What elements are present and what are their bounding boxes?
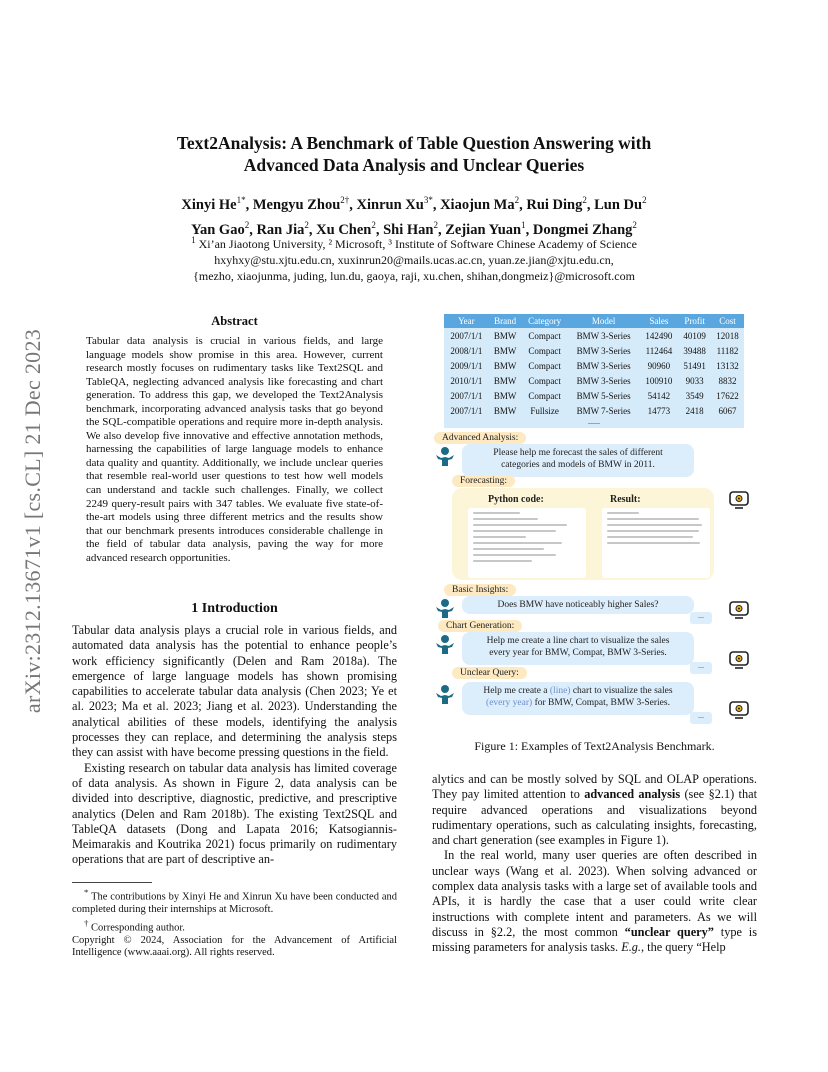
- table-cell: 39488: [683, 345, 706, 356]
- email-line-1: hxyhxy@stu.xjtu.edu.cn, xuxinrun20@mails.ucas.ac.cn, yuan.ze.jian@xjtu.edu.cn,: [214, 253, 614, 267]
- table-cell: 9033: [685, 375, 704, 386]
- table-header-cell: Year: [444, 314, 489, 328]
- forecasting-tag: Forecasting:: [452, 475, 515, 487]
- intro-paragraph-4: [432, 848, 757, 955]
- table-cell: 142490: [645, 330, 673, 341]
- advanced-analysis-tag: Advanced Analysis:: [434, 432, 526, 444]
- advanced-query-bubble: [462, 444, 694, 477]
- result-snippet: [602, 508, 710, 578]
- table-cell: BMW: [493, 405, 517, 416]
- table-cell: BMW: [493, 375, 517, 386]
- table-cell: 112464: [645, 345, 673, 356]
- author-name: Rui Ding$^2$: [526, 195, 587, 213]
- table-cell: Compact: [528, 390, 561, 401]
- author-name: Shi Han$^2$: [383, 219, 438, 238]
- table-cell: 8832: [718, 375, 737, 386]
- table-cell: 54142: [647, 390, 671, 401]
- code-snippet: [468, 508, 586, 578]
- example-data-table: [444, 314, 744, 428]
- text-run: (see §2.1) that require advanced operations and visualizations beyond rudimentary operations, such as calculating insights, forecasting, and chart generation (see examples in Figure 1).: [432, 787, 757, 848]
- chart-query-line-1: Help me create a line chart to visualize the sales: [486, 636, 670, 646]
- author-affil-sup: 2: [371, 219, 376, 230]
- table-cell: 2007/1/1: [450, 390, 483, 401]
- table-header-cell: Sales: [640, 314, 678, 328]
- author-name: Ran Jia$^2$: [256, 219, 309, 238]
- unclear-query-tag: Unclear Query:: [452, 667, 527, 679]
- bold-term-advanced-analysis: advanced analysis: [584, 787, 681, 802]
- table-cell: Compact: [528, 345, 561, 356]
- text-run: Help me create a: [483, 686, 550, 696]
- footnote-1: [72, 886, 397, 917]
- code-label: Python code:: [488, 494, 544, 505]
- intro-paragraph-2: Existing research on tabular data analysis has limited coverage of data analysis. As shown in Figure 2, data analysis can be divided into descriptive, diagnostic, predictive, and prescriptive analytics (Delen and Ram 2018b). The existing Text2SQL and TableQA datasets (Dong and Lapata 2016; Katsogiannis-Meimarakis and Koutrika 2021) focus primarily on rudimentary operations that are part of descriptive an-: [72, 760, 397, 867]
- italic-eg: E.g.: [621, 940, 642, 955]
- author-name: Yan Gao$^2$: [191, 219, 250, 238]
- intro-paragraph-3: [432, 772, 757, 848]
- unclear-query-line-1: [462, 685, 694, 697]
- author-affil-sup: 3*: [423, 195, 433, 205]
- footnote-2-text: Corresponding author.: [91, 922, 185, 933]
- robot-icon: [728, 700, 750, 720]
- author-name: Xiaojun Ma$^2$: [440, 195, 520, 213]
- unclear-query-bubble: [462, 682, 694, 715]
- table-cell: Compact: [528, 360, 561, 371]
- table-cell: BMW 3-Series: [576, 330, 631, 341]
- table-row: [444, 388, 744, 403]
- basic-insights-tag: Basic Insights:: [444, 584, 516, 596]
- affil-sup: 1: [191, 235, 196, 245]
- table-row: [444, 403, 744, 418]
- author-affil-sup: 1: [521, 219, 526, 230]
- paper-title: [0, 132, 828, 176]
- text-run: In the real world, many user queries are often described in unclear ways (Wang et al. 2023). When solving advanced or complex data analysis tasks with a large set of available tools and APIs, it is hardly the case that a user could write clear instructions with complete intent and parameters. As we will discuss in §2.2, the most common: [432, 848, 757, 939]
- table-cell: Compact: [528, 375, 561, 386]
- table-cell: BMW 3-Series: [576, 345, 631, 356]
- table-cell: 2418: [685, 405, 704, 416]
- text-run: , the query “Help: [641, 940, 726, 955]
- basic-query-bubble: Does BMW have noticeably higher Sales?: [462, 596, 694, 614]
- intro-paragraph-1: Tabular data analysis plays a crucial role in various fields, and automated data analysis has the potential to enhance people’s work efficiency significantly (Delen and Ram 2018a). The emergence of large language models has shown promising capabilities to accelerate tabular data analysis (Chen 2023; Ye et al. 2023; Ma et al. 2023; Jiang et al. 2023). Understanding the analytical abilities of these models, identifying the analysis processes they can replace, and determining the analysis steps they can assist with have become pressing questions in the field.: [72, 623, 397, 760]
- missing-parameter-chart-type: (line): [549, 686, 571, 696]
- table-cell: 90960: [647, 360, 671, 371]
- table-row: [444, 358, 744, 373]
- robot-icon: [728, 650, 750, 670]
- copyright: Copyright © 2024, Association for the Advancement of Artificial Intelligence (www.aaai.org). All rights reserved.: [72, 934, 397, 958]
- table-cell: BMW 3-Series: [576, 360, 631, 371]
- author-name: Xinrun $Xu^{3*}$: [356, 195, 433, 213]
- title-line-1: Text2Analysis: A Benchmark of Table Question Answering with: [176, 133, 652, 153]
- author-name: Mengyu Zhou$^{2\dagger}$: [252, 195, 350, 213]
- table-cell: 40109: [683, 330, 706, 341]
- bold-term-unclear-query: “unclear query”: [624, 924, 714, 939]
- table-cell: BMW 7-Series: [576, 405, 631, 416]
- table-cell: BMW: [493, 330, 517, 341]
- table-header-cell: Category: [522, 314, 568, 328]
- table-cell: 6067: [718, 405, 737, 416]
- section-heading-introduction: 1 Introduction: [191, 601, 278, 616]
- author-name: Lun Du$^2$: [594, 195, 647, 213]
- missing-parameter-time: (every year): [486, 698, 533, 708]
- author-affil-sup: 2†: [340, 195, 350, 205]
- chart-query-line-2: every year for BMW, Compat, BMW 3-Series.: [489, 648, 667, 658]
- table-cell: 12018: [716, 330, 739, 341]
- author-affil-sup: 2: [304, 219, 309, 230]
- table-cell: 2007/1/1: [450, 330, 483, 341]
- response-placeholder: ...: [690, 662, 712, 674]
- arxiv-sidebar: [20, 286, 46, 756]
- table-cell: 51491: [683, 360, 706, 371]
- table-cell: 2007/1/1: [450, 405, 483, 416]
- author-affil-sup: 1*: [236, 195, 246, 205]
- table-row: [444, 343, 744, 358]
- abstract-heading: Abstract: [211, 314, 258, 328]
- response-placeholder: ...: [690, 612, 712, 624]
- footnotes: [72, 886, 397, 960]
- table-body: [444, 328, 744, 418]
- figure-1: [432, 310, 762, 730]
- author-line-2: Yan Gao$^2$, Ran Jia$^2$, Xu Chen$^2$, Shi Han$^2$, Zejian Yuan$^1$, Dongmei Zhang$^2$: [191, 219, 637, 238]
- table-cell: Fullsize: [530, 405, 559, 416]
- table-header-cell: Model: [568, 314, 640, 328]
- table-cell: 2009/1/1: [450, 360, 483, 371]
- user-icon: [434, 598, 456, 618]
- table-cell: 100910: [645, 375, 673, 386]
- table-header-cell: Brand: [489, 314, 522, 328]
- footnote-rule: [72, 882, 152, 883]
- table-cell: 3549: [685, 390, 704, 401]
- abstract-text: Tabular data analysis is crucial in various fields, and large language models show promise in this area. However, current research mostly focuses on rudimentary tasks like Text2SQL and TableQA, neglecting advanced analysis like forecasting and chart generation. To address this gap, we developed the Text2Analysis benchmark, incorporating advanced analysis tasks that go beyond the SQL-compatible operations and require more in-depth analysis. We also develop five innovative and effective annotation methods, harnessing the capabilities of large language models to enhance data quality and quantity. Additionally, we include unclear queries that resemble real-world user questions to test how well models can understand and tackle such challenges. Finally, we collect 2249 query-result pairs with 347 tables. We evaluate five state-of-the-art models using three different metrics and the results show that our benchmark presents introduces considerable challenge in the field of tabular data analysis, paving the way for more advanced research opportunities.: [86, 335, 383, 564]
- user-icon: [434, 634, 456, 654]
- result-label: Result:: [610, 494, 641, 505]
- table-cell: 17622: [716, 390, 739, 401]
- table-cell: 2010/1/1: [450, 375, 483, 386]
- table-cell: BMW: [493, 360, 517, 371]
- author-affil-sup: 2: [433, 219, 438, 230]
- table-header-cell: Profit: [678, 314, 711, 328]
- author-name: Xu Chen$^2$: [316, 219, 376, 238]
- author-line-1: Xinyi $He^{1*}$, Mengyu Zhou$^{2\dagger}$, Xinrun $Xu^{3*}$, Xiaojun Ma$^2$, Rui Ding$^2$, Lun Du$^2$: [181, 195, 647, 213]
- author-name: Dongmei Zhang$^2$: [532, 219, 637, 238]
- response-placeholder: ...: [690, 712, 712, 724]
- table-cell: 14773: [647, 405, 671, 416]
- table-cell: 13132: [716, 360, 739, 371]
- advanced-query-line-1: Please help me forecast the sales of different: [493, 448, 663, 458]
- footnote-2: [72, 917, 397, 935]
- affiliation-text: Xi’an Jiaotong University, ² Microsoft, ³ Institute of Software Chinese Academy of Science: [198, 237, 637, 251]
- author-affil-sup: 2: [582, 195, 587, 205]
- footnote-1-text: The contributions by Xinyi He and Xinrun Xu have been conducted and completed during their internships at Microsoft.: [72, 891, 398, 915]
- table-cell: Compact: [528, 330, 561, 341]
- author-affil-sup: 2: [244, 219, 250, 230]
- title-line-2: Advanced Data Analysis and Unclear Queries: [243, 155, 585, 175]
- affiliations: [0, 232, 828, 284]
- table-cell: 2008/1/1: [450, 345, 483, 356]
- author-affil-sup: 2: [514, 195, 520, 205]
- table-header-cell: Cost: [711, 314, 744, 328]
- chart-query-bubble: [462, 632, 694, 665]
- text-run: for BMW, Compat, BMW 3-Series.: [532, 698, 670, 708]
- author-name: Xinyi $He^{1*}$: [181, 195, 246, 213]
- table-cell: BMW 3-Series: [576, 375, 631, 386]
- user-icon: [434, 684, 456, 704]
- author-affil-sup: 2: [632, 219, 637, 230]
- table-cell: BMW 5-Series: [576, 390, 631, 401]
- arxiv-id: arXiv:2312.13671v1 [cs.CL] 21 Dec 2023: [20, 328, 45, 714]
- table-more-rows: ......: [588, 417, 600, 426]
- robot-icon: [728, 600, 750, 620]
- text-run: chart to visualize the sales: [570, 686, 673, 696]
- footnote-1-mark: *: [84, 887, 89, 897]
- footnote-2-mark: †: [84, 917, 89, 928]
- robot-icon: [728, 490, 750, 510]
- author-name: Zejian Yuan$^1$: [445, 219, 526, 238]
- advanced-query-line-2: categories and models of BMW in 2011.: [501, 460, 655, 470]
- unclear-query-line-2: [462, 697, 694, 709]
- table-row: [444, 328, 744, 343]
- text-run: type is missing parameters for analysis tasks.: [432, 924, 757, 955]
- table-header-row: [444, 314, 744, 328]
- figure-1-caption: Figure 1: Examples of Text2Analysis Benchmark.: [474, 739, 715, 753]
- author-affil-sup: 2: [642, 195, 647, 205]
- table-cell: BMW: [493, 345, 517, 356]
- chart-generation-tag: Chart Generation:: [438, 620, 522, 632]
- affiliation-line: [0, 232, 828, 252]
- table-cell: BMW: [493, 390, 517, 401]
- table-row: [444, 373, 744, 388]
- right-column-text: [432, 772, 757, 956]
- user-icon: [434, 446, 456, 466]
- email-line-2: {mezho, xiaojunma, juding, lun.du, gaoya, raji, xu.chen, shihan,dongmeiz}@microsoft.com: [193, 269, 635, 283]
- left-column-text: [72, 623, 397, 868]
- table-cell: 11182: [716, 345, 739, 356]
- text-run: alytics and can be mostly solved by SQL and OLAP operations. They pay limited attention to: [432, 772, 757, 802]
